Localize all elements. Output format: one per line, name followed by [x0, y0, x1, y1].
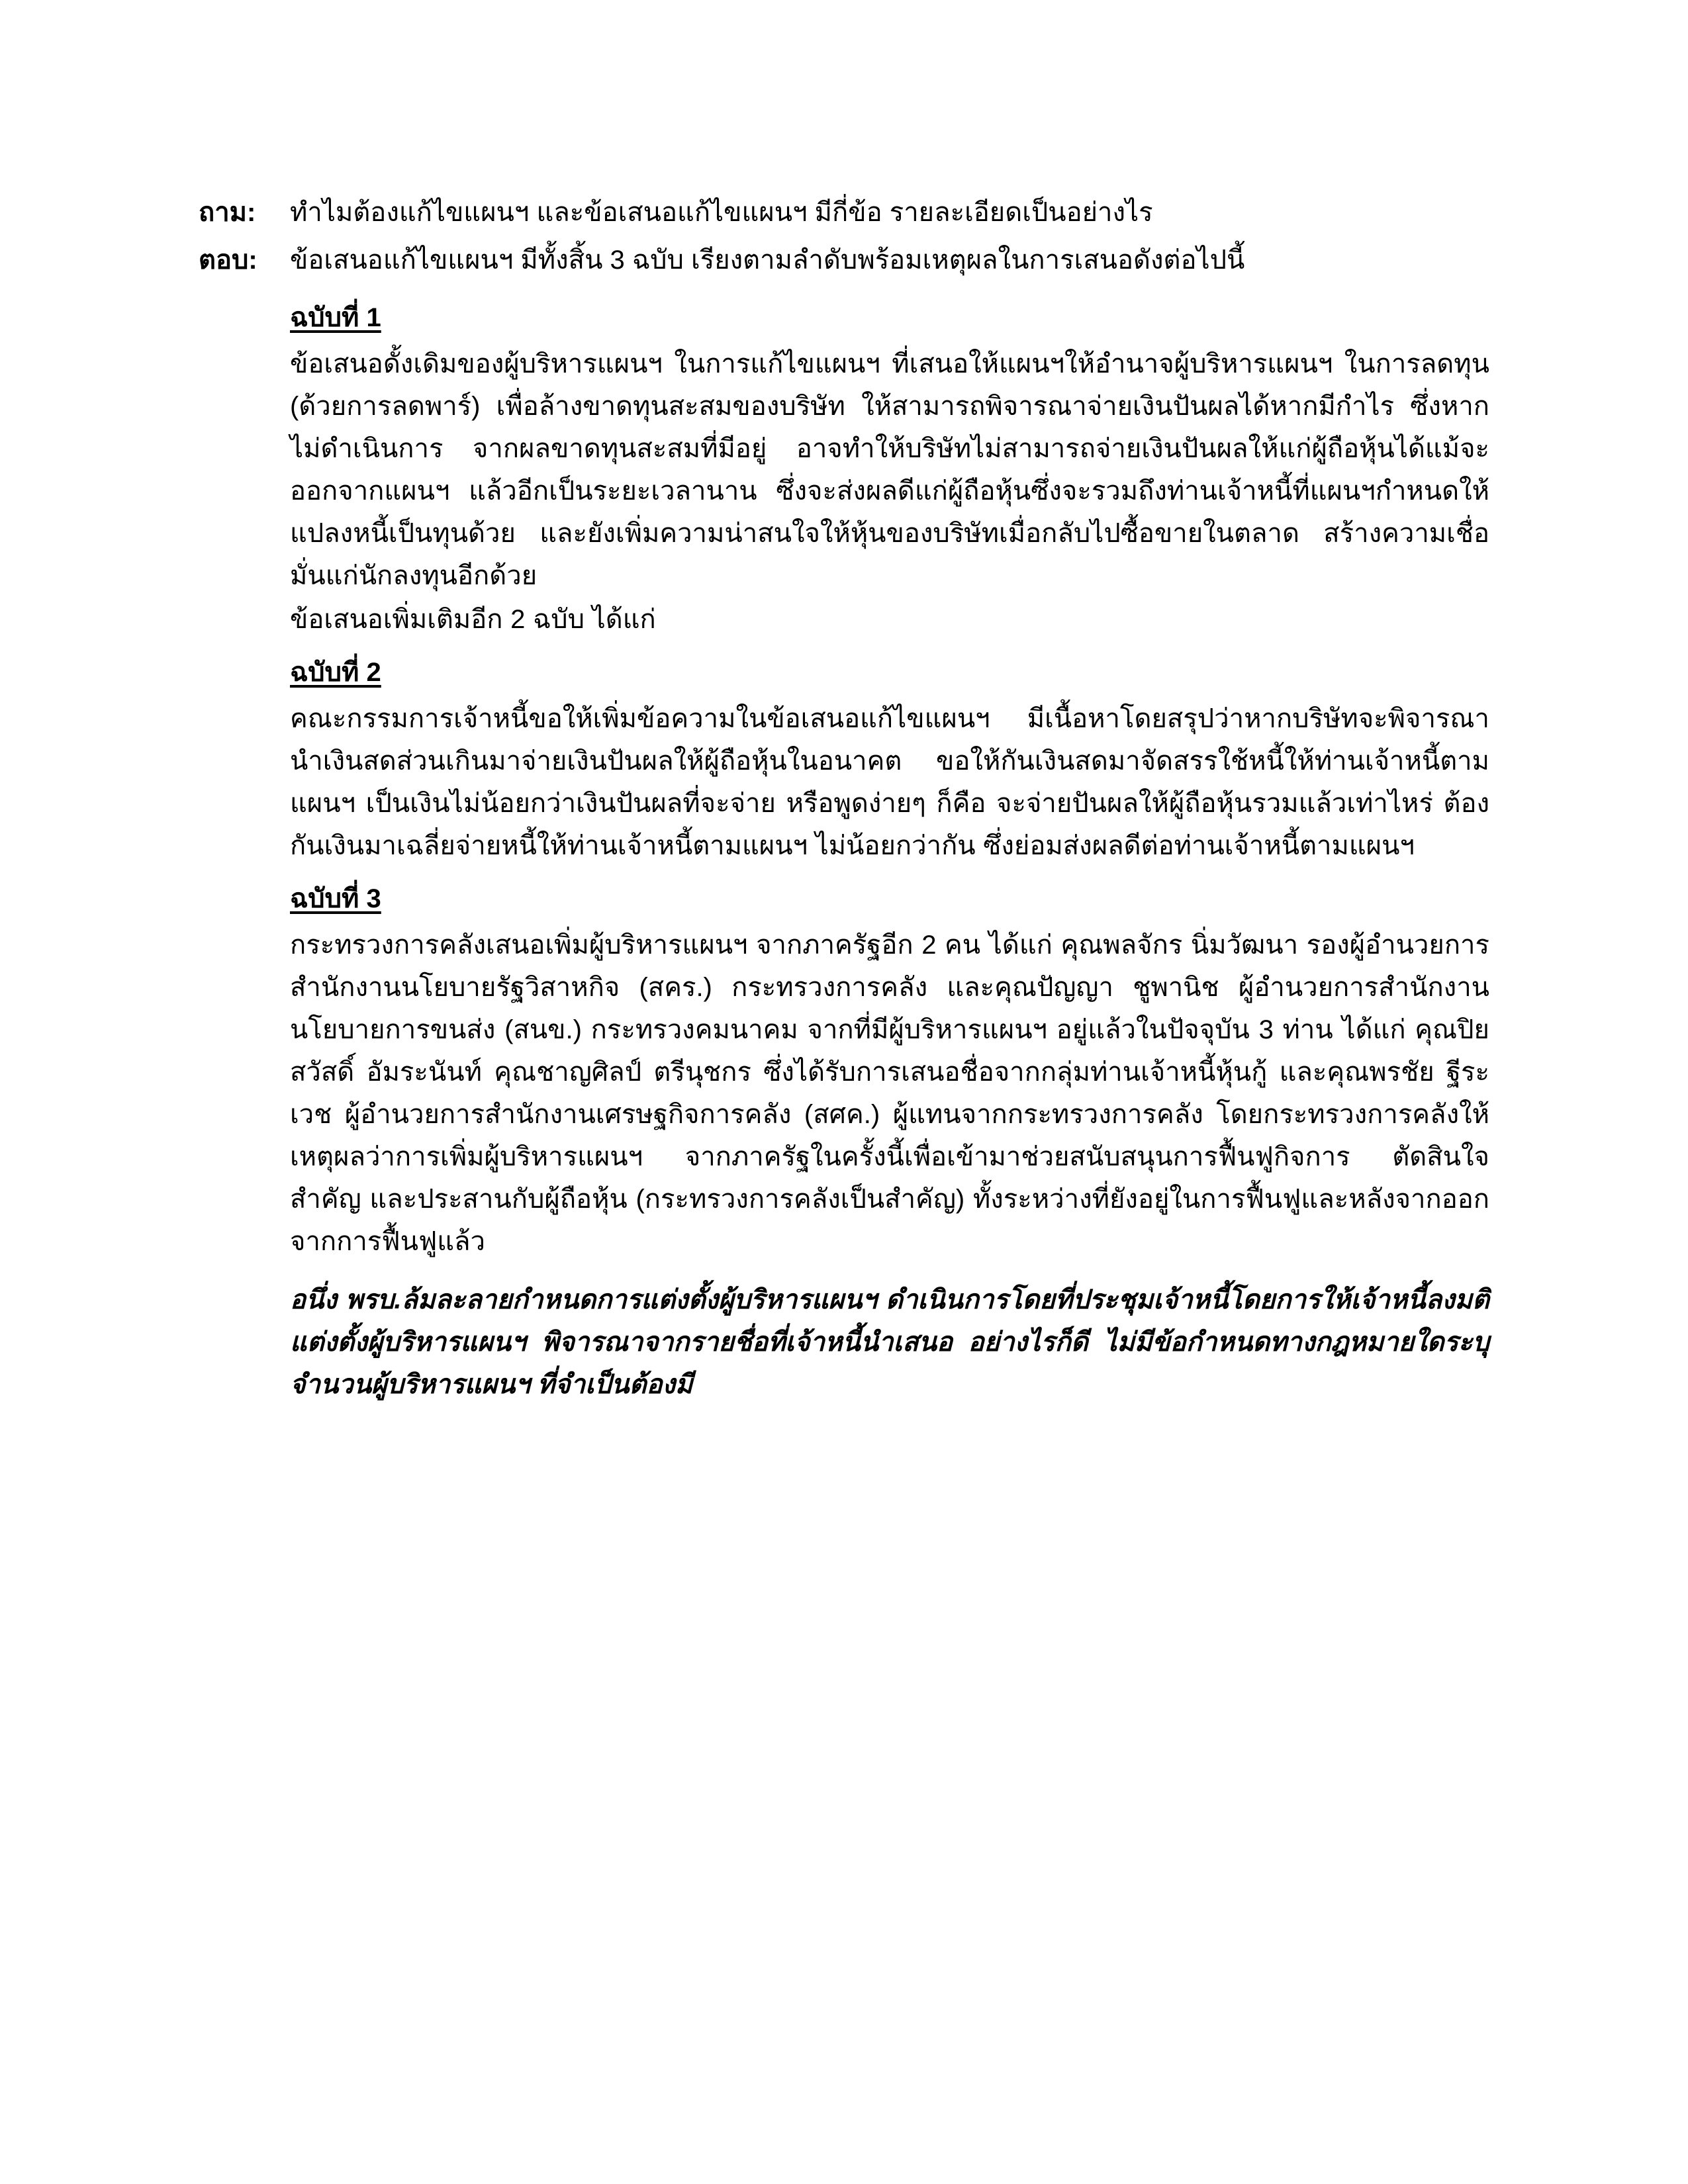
- question-label: ถาม:: [199, 198, 256, 227]
- answer-label: ตอบ:: [199, 246, 258, 275]
- section-2-heading-wrap: [290, 642, 1489, 698]
- section-1-heading: ฉบับที่ 1: [290, 303, 381, 332]
- section-3-body: กระทรวงการคลังเสนอเพิ่มผู้บริหารแผนฯ จากภาครัฐอีก 2 คน ได้แก่ คุณพลจักร นิ่มวัฒนา รองผู้อำนวยการสำนักงานนโยบายรัฐวิสาหกิจ (สคร.) กระทรวงการคลัง และคุณปัญญา ชูพานิช ผู้อำนวยการสำนักงานนโยบายการขนส่ง (สนข.) กระทรวงคมนาคม จากที่มีผู้บริหารแผนฯ อยู่แล้วในปัจจุบัน 3 ท่าน ได้แก่ คุณปิยสวัสดิ์ อัมระนันท์ คุณชาญศิลป์ ตรีนุชกร ซึ่งได้รับการเสนอชื่อจากกลุ่มท่านเจ้าหนี้หุ้นกู้ และคุณพรชัย ฐีระเวช ผู้อำนวยการสำนักงานเศรษฐกิจการคลัง (สศค.) ผู้แทนจากกระทรวงการคลัง โดยกระทรวงการคลังให้เหตุผลว่าการเพิ่มผู้บริหารแผนฯ จากภาครัฐในครั้งนี้เพื่อเข้ามาช่วยสนับสนุนการฟื้นฟูกิจการ ตัดสินใจสำคัญ และประสานกับผู้ถือหุ้น (กระทรวงการคลังเป็นสำคัญ) ทั้งระหว่างที่ยังอยู่ในการฟื้นฟูและหลังจากออกจากการฟื้นฟูแล้ว: [290, 931, 1489, 1256]
- question-text: ทำไมต้องแก้ไขแผนฯ และข้อเสนอแก้ไขแผนฯ มีกี่ข้อ รายละเอียดเป็นอย่างไร: [290, 198, 1153, 227]
- question-row: [199, 192, 1489, 233]
- section-1-body: ข้อเสนอดั้งเดิมของผู้บริหารแผนฯ ในการแก้ไขแผนฯ ที่เสนอให้แผนฯให้อำนาจผู้บริหารแผนฯ ในการลดทุน (ด้วยการลดพาร์) เพื่อล้างขาดทุนสะสมของบริษัท ให้สามารถพิจารณาจ่ายเงินปันผลได้หากมีกำไร ซึ่งหากไม่ดำเนินการ จากผลขาดทุนสะสมที่มีอยู่ อาจทำให้บริษัทไม่สามารถจ่ายเงินปันผลให้แก่ผู้ถือหุ้นได้แม้จะออกจากแผนฯ แล้วอีกเป็นระยะเวลานาน ซึ่งจะส่งผลดีแก่ผู้ถือหุ้นซึ่งจะรวมถึงท่านเจ้าหนี้ที่แผนฯกำหนดให้แปลงหนี้เป็นทุนด้วย และยังเพิ่มความน่าสนใจให้หุ้นของบริษัทเมื่อกลับไปซื้อขายในตลาด สร้างความเชื่อมั่นแก่นักลงทุนอีกด้วย: [290, 349, 1489, 590]
- answer-content: [290, 287, 1489, 1406]
- answer-row: [199, 240, 1489, 281]
- section-1-heading-wrap: [290, 287, 1489, 343]
- interstitial-text: ข้อเสนอเพิ่มเติมอีก 2 ฉบับ ได้แก่: [290, 605, 656, 634]
- section-3-heading-wrap: [290, 868, 1489, 924]
- section-2-body: คณะกรรมการเจ้าหนี้ขอให้เพิ่มข้อความในข้อเสนอแก้ไขแผนฯ มีเนื้อหาโดยสรุปว่าหากบริษัทจะพิจารณานำเงินสดส่วนเกินมาจ่ายเงินปันผลให้ผู้ถือหุ้นในอนาคต ขอให้กันเงินสดมาจัดสรรใช้หนี้ให้ท่านเจ้าหนี้ตามแผนฯ เป็นเงินไม่น้อยกว่าเงินปันผลที่จะจ่าย หรือพูดง่ายๆ ก็คือ จะจ่ายปันผลให้ผู้ถือหุ้นรวมแล้วเท่าไหร่ ต้องกันเงินมาเฉลี่ยจ่ายหนี้ให้ท่านเจ้าหนี้ตามแผนฯ ไม่น้อยกว่ากัน ซึ่งย่อมส่งผลดีต่อท่านเจ้าหนี้ตามแผนฯ: [290, 704, 1489, 860]
- answer-text: ข้อเสนอแก้ไขแผนฯ มีทั้งสิ้น 3 ฉบับ เรียงตามลำดับพร้อมเหตุผลในการเสนอดังต่อไปนี้: [290, 246, 1245, 275]
- section-3-heading: ฉบับที่ 3: [290, 884, 381, 913]
- closing-note: อนึ่ง พรบ.ล้มละลายกำหนดการแต่งตั้งผู้บริหารแผนฯ ดำเนินการโดยที่ประชุมเจ้าหนี้โดยการให้เจ้าหนี้ลงมติแต่งตั้งผู้บริหารแผนฯ พิจารณาจากรายชื่อที่เจ้าหนี้นำเสนอ อย่างไรก็ดี ไม่มีข้อกำหนดทางกฎหมายใดระบุจำนวนผู้บริหารแผนฯ ที่จำเป็นต้องมี: [290, 1285, 1489, 1399]
- section-2-heading: ฉบับที่ 2: [290, 658, 381, 687]
